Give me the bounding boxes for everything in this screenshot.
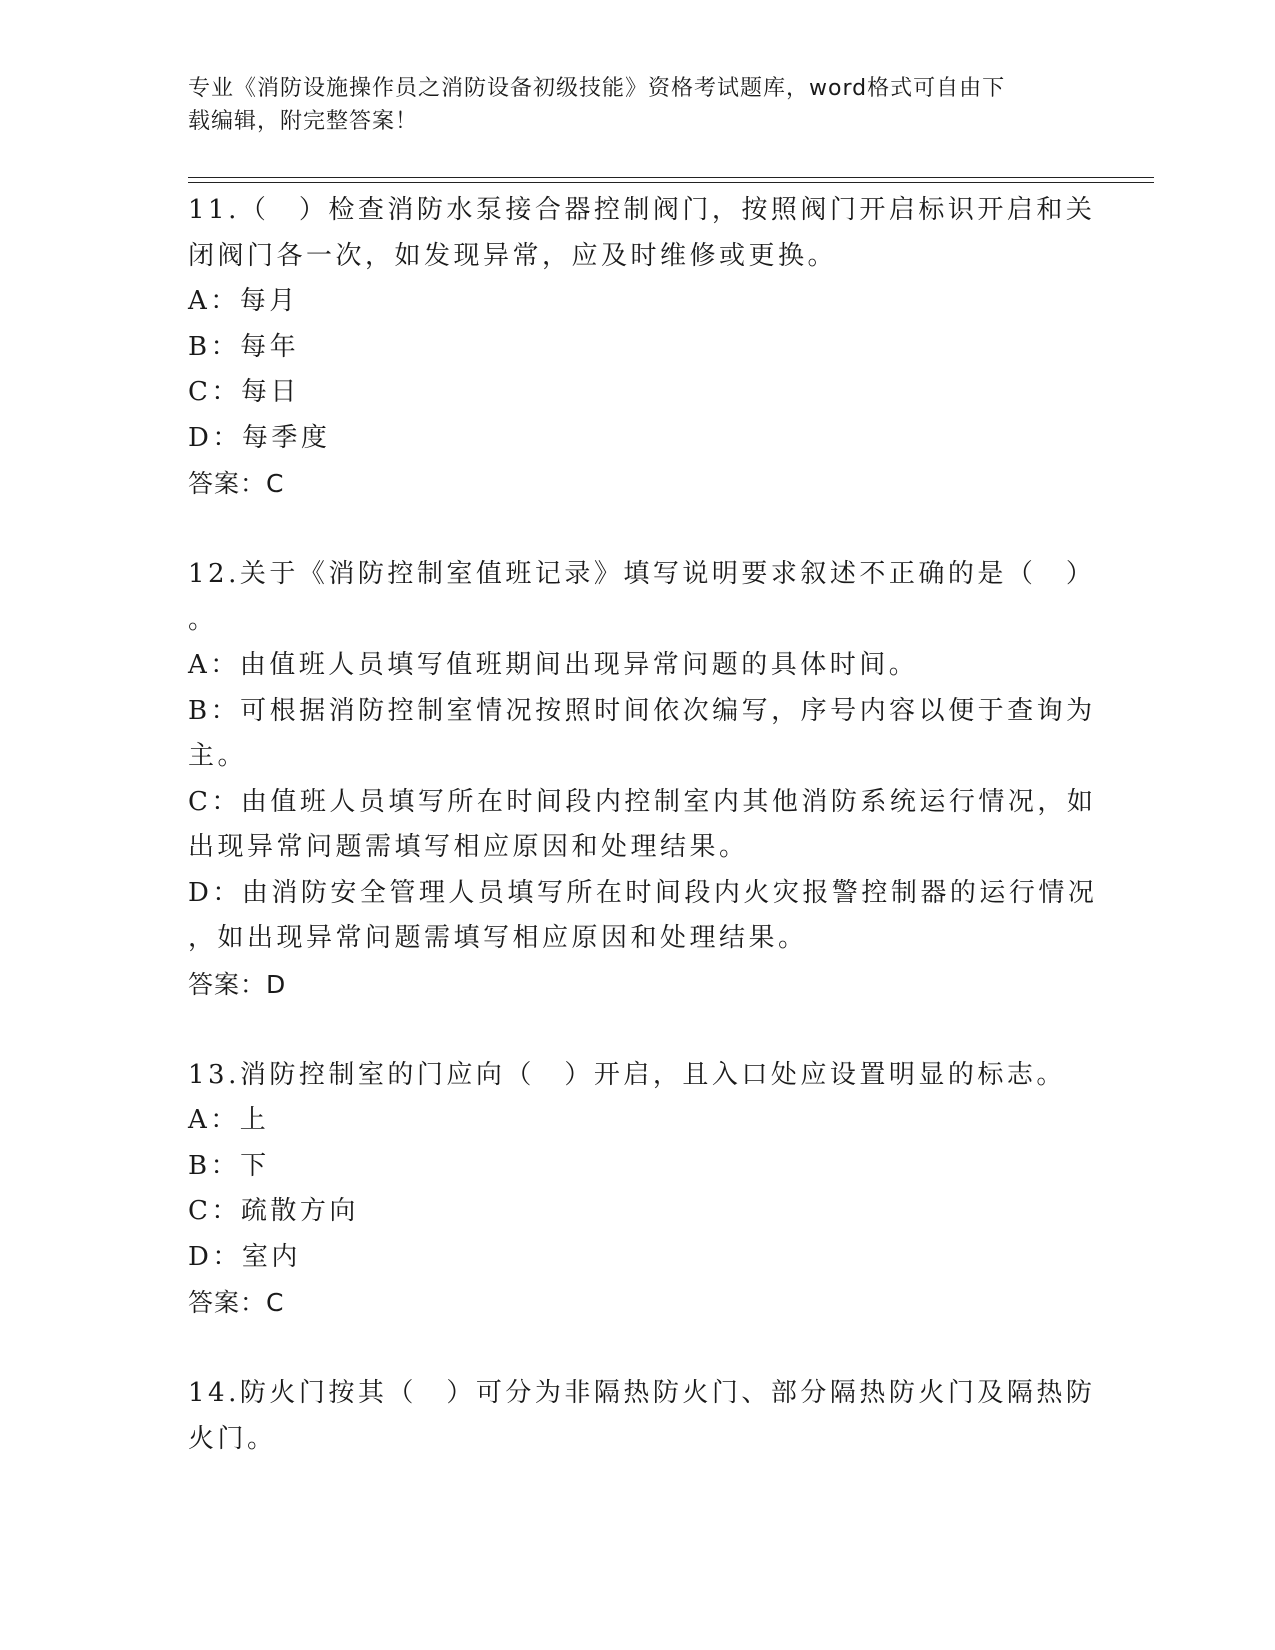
answer-option-line: B：可根据消防控制室情况按照时间依次编写，序号内容以便于查询为 (188, 695, 1096, 726)
answer-option-line: 出现异常问题需填写相应原因和处理结果。 (188, 832, 749, 862)
question-stem-line: 12.关于《消防控制室值班记录》填写说明要求叙述不正确的是（ ） (188, 559, 1096, 589)
header-divider-top (188, 177, 1154, 178)
header-line-1: 专业《消防设施操作员之消防设备初级技能》资格考试题库，word格式可自由下 (188, 76, 1006, 101)
question-stem-line: 闭阀门各一次，如发现异常，应及时维修或更换。 (188, 240, 838, 271)
question-block (188, 188, 1096, 507)
question-spacer (188, 1326, 1078, 1372)
question-stem-line: 。 (188, 604, 218, 635)
header-divider-bottom (188, 182, 1154, 183)
question-list (188, 188, 1098, 1462)
answer-option-line: C：每日 (188, 377, 300, 407)
answer-option-line: D：室内 (188, 1241, 301, 1272)
question-stem-line: 13.消防控制室的门应向（ ）开启，且入口处应设置明显的标志。 (188, 1059, 1066, 1090)
question-block (188, 552, 1098, 1007)
question-stem-line: 火门。 (188, 1423, 277, 1454)
question-block (188, 1371, 1096, 1462)
answer-option-line: A：上 (188, 1105, 270, 1135)
question-spacer (188, 507, 1078, 553)
answer-option-line: D：由消防安全管理人员填写所在时间段内火灾报警控制器的运行情况 (188, 877, 1098, 908)
question-stem-line: 11.（ ）检查消防水泵接合器控制阀门，按照阀门开启标识开启和关 (188, 195, 1096, 225)
document-header (188, 72, 1068, 138)
correct-answer: 答案：C (188, 469, 285, 498)
answer-option-line: 主。 (188, 741, 248, 771)
answer-option-line: B：每年 (188, 331, 300, 362)
correct-answer: 答案：C (188, 1288, 285, 1317)
answer-option-line: A：每月 (188, 286, 299, 316)
answer-option-line: C：疏散方向 (188, 1196, 359, 1226)
answer-option-line: D：每季度 (188, 422, 331, 453)
question-spacer (188, 1007, 1078, 1053)
answer-option-line: B：下 (188, 1150, 270, 1181)
header-line-2: 载编辑，附完整答案！ (188, 109, 419, 134)
answer-option-line: C：由值班人员填写所在时间段内控制室内其他消防系统运行情况，如 (188, 786, 1097, 817)
question-block (188, 1053, 1078, 1326)
correct-answer: 答案：D (188, 969, 287, 999)
answer-option-line: A：由值班人员填写值班期间出现异常问题的具体时间。 (188, 650, 919, 680)
question-stem-line: 14.防火门按其（ ）可分为非隔热防火门、部分隔热防火门及隔热防 (188, 1378, 1096, 1408)
answer-option-line: ，如出现异常问题需填写相应原因和处理结果。 (188, 923, 808, 953)
